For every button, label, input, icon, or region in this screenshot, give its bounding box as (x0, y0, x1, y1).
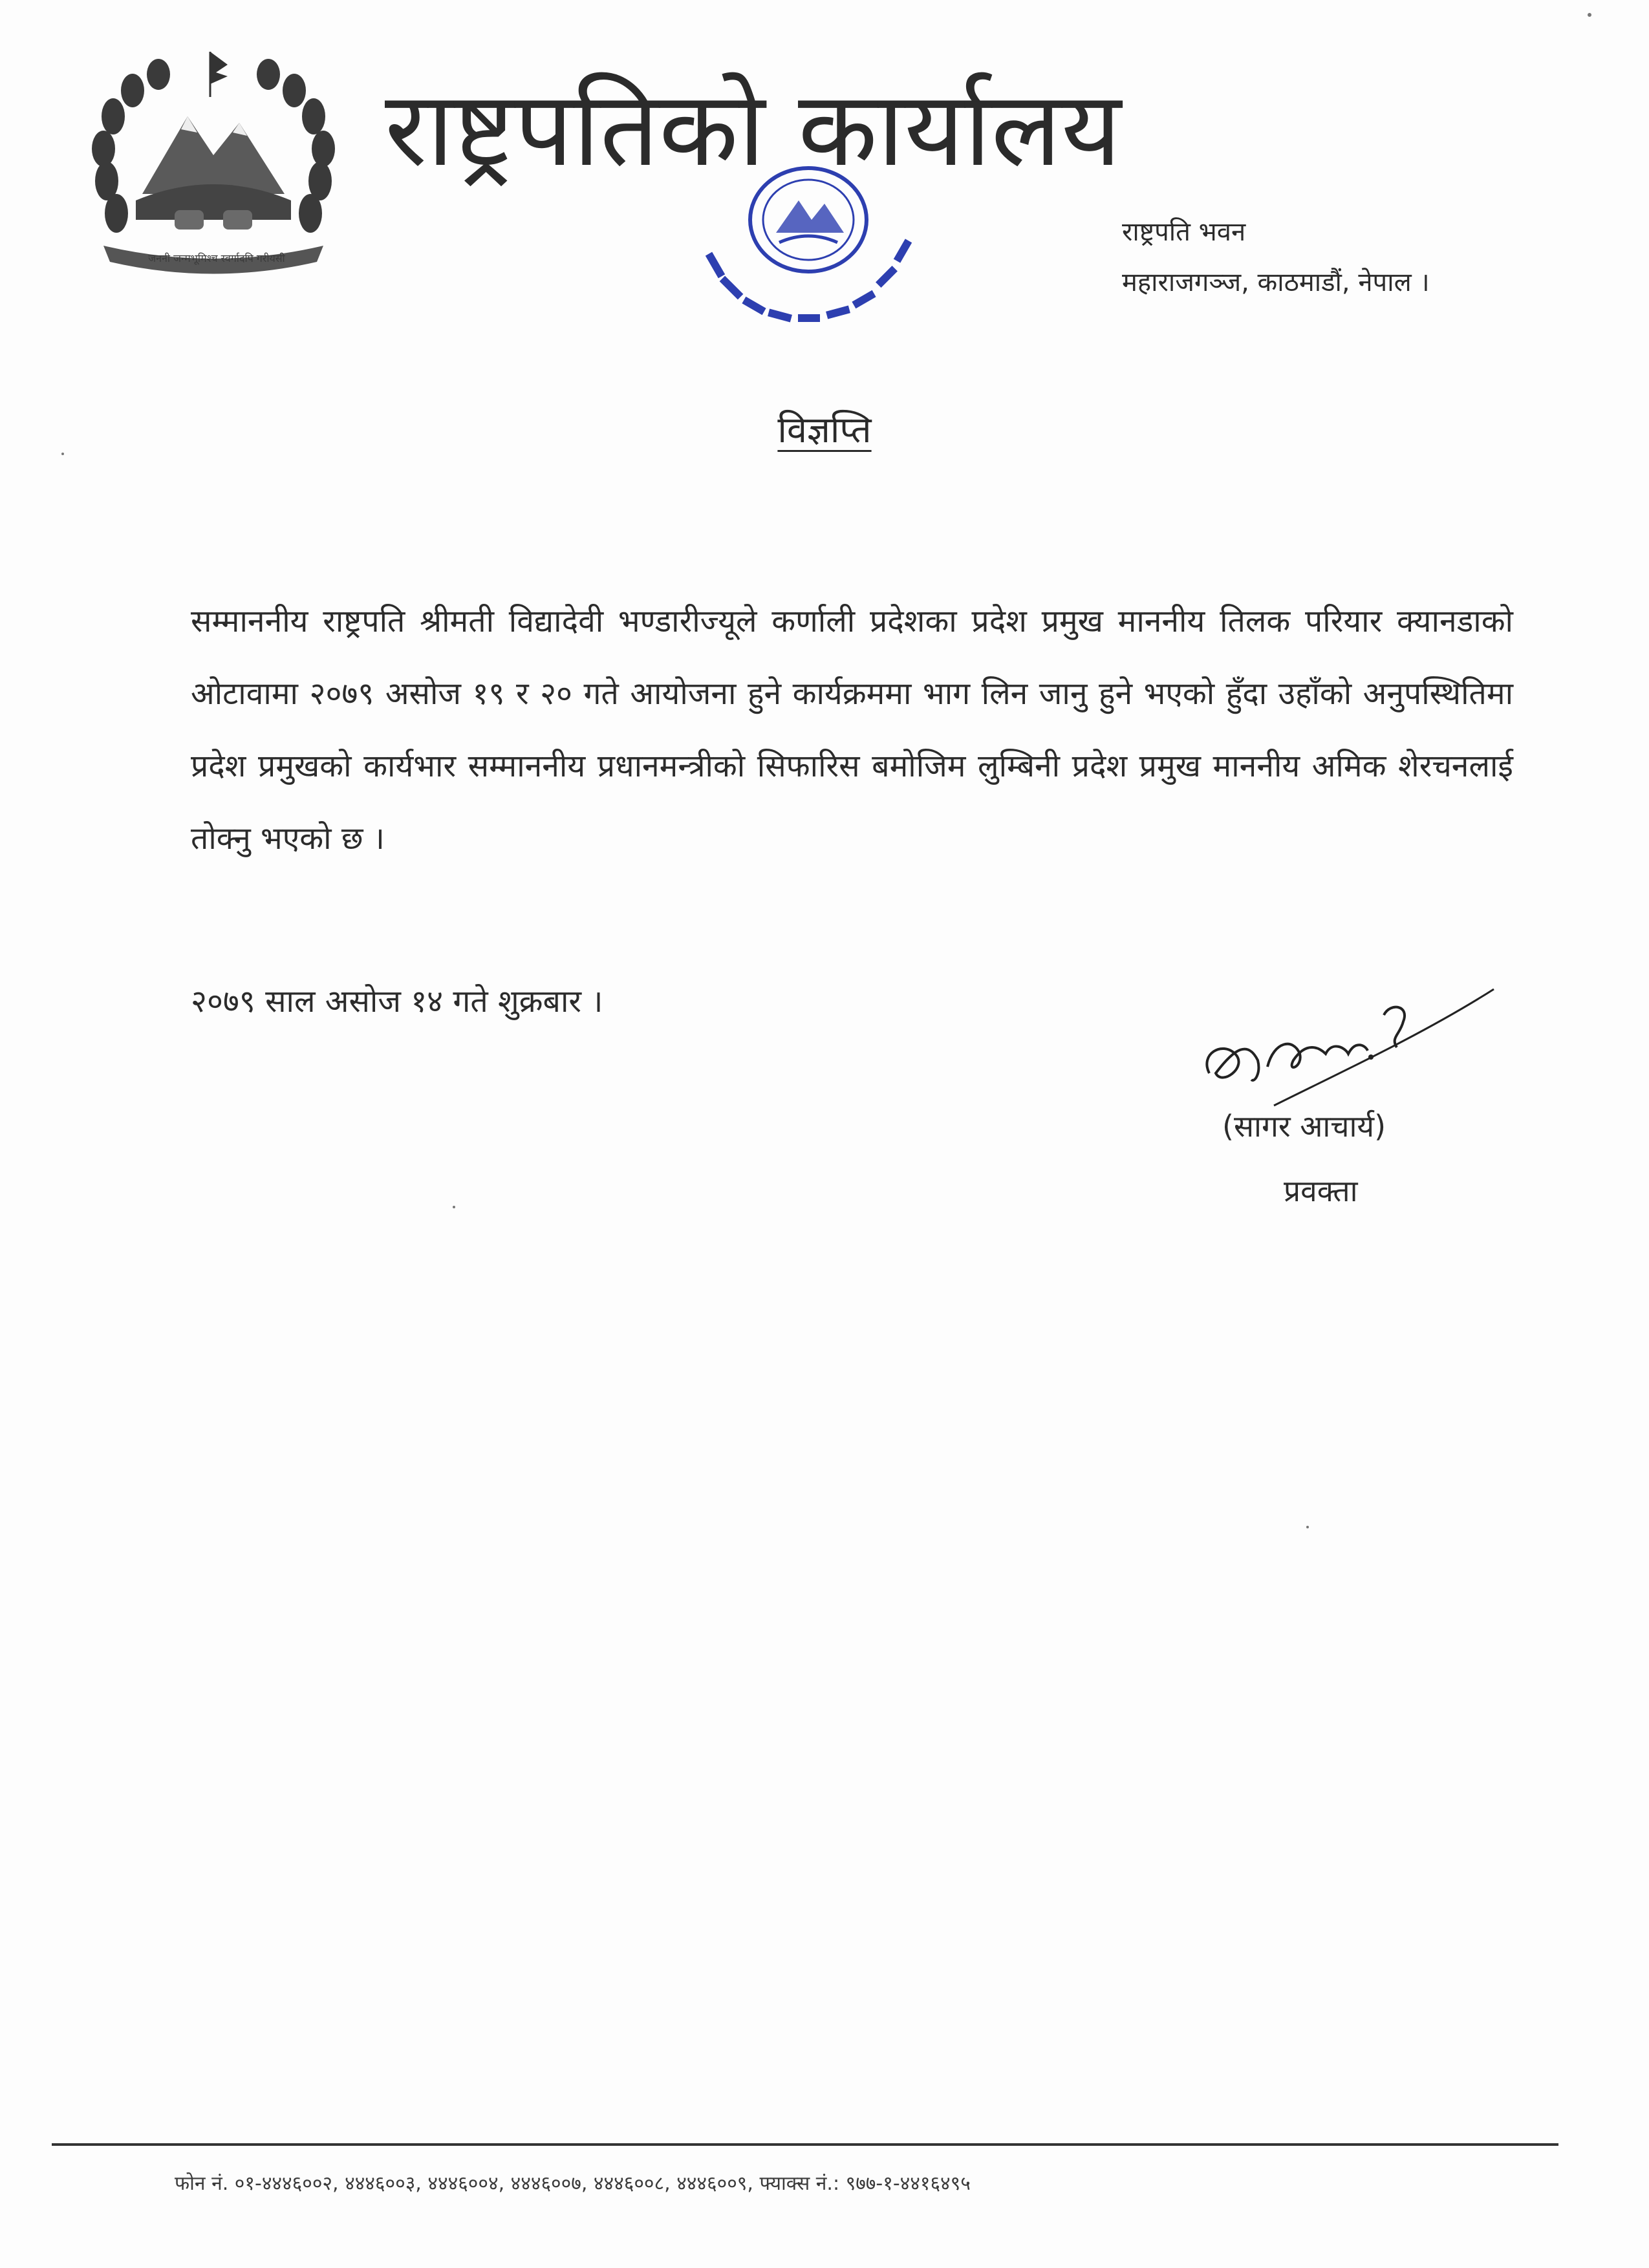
address-line-2: महाराजगञ्ज, काठमाडौं, नेपाल । (1122, 268, 1430, 297)
handwritten-signature-icon (1196, 976, 1520, 1125)
national-emblem-icon (78, 45, 349, 278)
signatory-name: (सागर आचार्य) (1222, 1109, 1386, 1144)
scan-speck (1306, 1526, 1309, 1528)
scan-speck (453, 1206, 455, 1208)
scan-speck (61, 453, 64, 455)
scan-speck (1588, 13, 1591, 17)
office-stamp-icon (673, 155, 944, 349)
emblem-motto: जननी जन्मभूमिश्च स्वर्गादपि गरीयसी (148, 252, 285, 264)
office-address (1122, 207, 1430, 308)
signatory-title: प्रवक्ता (1284, 1173, 1358, 1208)
notice-date: २०७९ साल असोज १४ गते शुक्रबार । (191, 983, 603, 1020)
footer-contact: फोन नं. ०१-४४४६००२, ४४४६००३, ४४४६००४, ४४४६००७, ४४४६००८, ४४४६००९, फ्याक्स नं.: ९७७-१-४४१६४९५ (175, 2172, 971, 2195)
notice-body: सम्माननीय राष्ट्रपति श्रीमती विद्यादेवी भण्डारीज्यूले कर्णाली प्रदेशका प्रदेश प्रमुख माननीय तिलक परियार क्यानडाको ओटावामा २०७९ असोज १९ र २० गते आयोजना हुने कार्यक्रममा भाग लिन जानु हुने भएको हुँदा उहाँको अनुपस्थितिमा प्रदेश प्रमुखको कार्यभार सम्माननीय प्रधानमन्त्रीको सिफारिस बमोजिम लुम्बिनी प्रदेश प्रमुख माननीय अमिक शेरचनलाई तोक्नु भएको छ । (191, 603, 1513, 857)
office-title: राष्ट्रपतिको कार्यालय (385, 69, 1121, 189)
notice-heading-text: विज्ञप्ति (777, 409, 872, 451)
address-line-1: राष्ट्रपति भवन (1122, 217, 1246, 247)
notice-heading (0, 404, 1649, 453)
footer-divider (52, 2143, 1558, 2146)
